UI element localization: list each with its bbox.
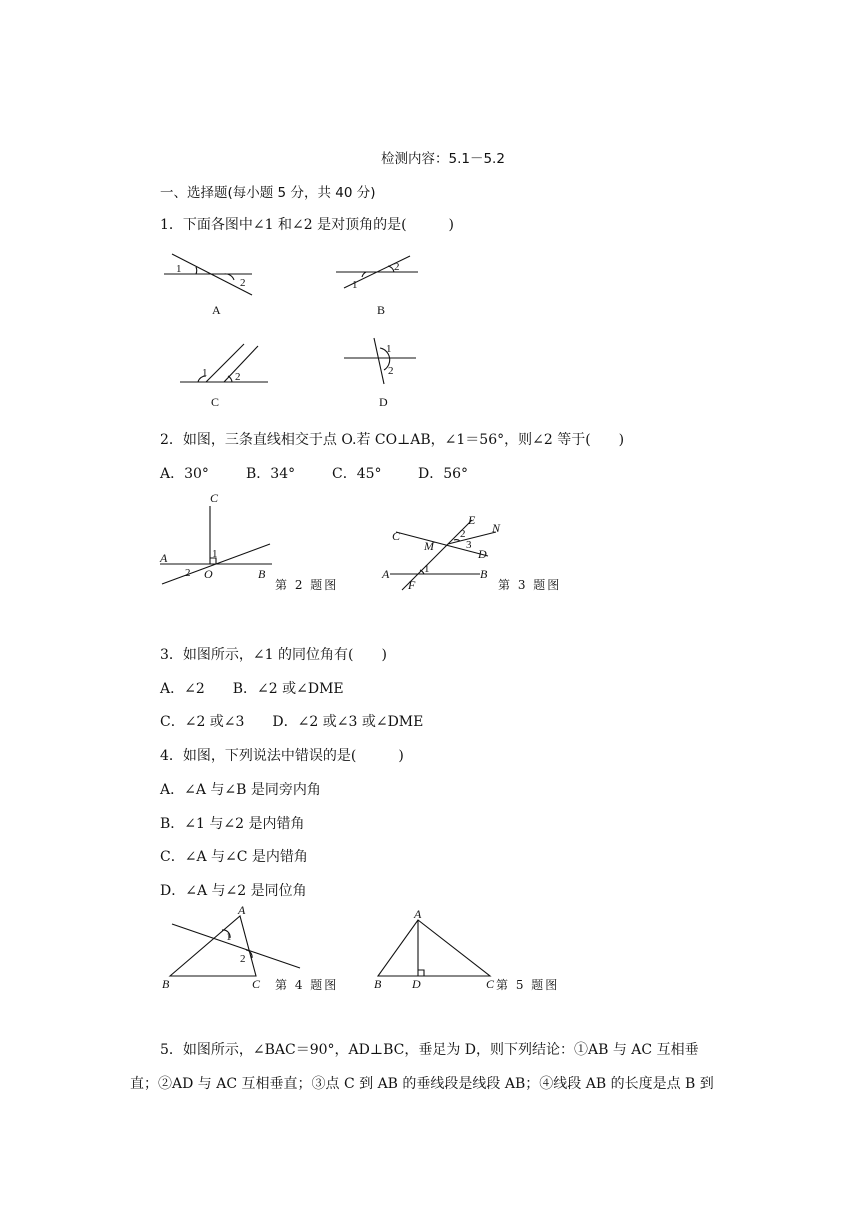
q3-label-d: D [478, 547, 487, 561]
q1-figure-b [332, 252, 432, 324]
q1c-label-2: 2 [235, 371, 241, 383]
q2-label-2: 2 [185, 567, 191, 579]
detect-content-header: 检测内容：5.1－5.2 [381, 151, 505, 167]
q5-line1: 5．如图所示，∠BAC＝90°，AD⊥BC，垂足为 D，则下列结论：①AB 与 AC 互相垂 [160, 1042, 699, 1058]
q5-line2: 直；②AD 与 AC 互相垂直；③点 C 到 AB 的垂线段是线段 AB；④线段 AB 的长度是点 B 到 [130, 1076, 714, 1092]
q5-label-d: D [412, 977, 421, 991]
q1-option-a: A [212, 303, 221, 317]
q1-option-d: D [379, 395, 388, 409]
q2-caption: 第 2 题图 [275, 578, 339, 592]
q1-figure-c [176, 340, 276, 408]
q3-label-2: 2 [460, 528, 466, 540]
q1-option-b: B [377, 303, 386, 317]
q1a-label-1: 1 [176, 263, 182, 275]
q4-stem: 4．如图，下列说法中错误的是( ) [160, 748, 404, 764]
q3-label-3: 3 [466, 539, 472, 551]
q1a-label-2: 2 [240, 277, 246, 289]
q5-figure [372, 906, 502, 996]
q3-label-f: F [408, 578, 416, 592]
q4-caption: 第 4 题图 [275, 978, 339, 992]
q4-option-d: D．∠A 与∠2 是同位角 [160, 883, 307, 899]
q2-option-c: C．45° [332, 466, 382, 482]
q3-label-n: N [492, 521, 501, 535]
q2-label-a: A [160, 551, 168, 565]
q3-label-a: A [382, 567, 390, 581]
q2-figure [156, 490, 286, 595]
q4-option-b: B．∠1 与∠2 是内错角 [160, 816, 305, 832]
q2-label-1: 1 [212, 548, 218, 560]
q2-label-o: O [204, 567, 213, 581]
q4-option-a: A．∠A 与∠B 是同旁内角 [160, 782, 321, 798]
q2-option-b: B．34° [246, 466, 296, 482]
q1c-label-1: 1 [202, 367, 208, 379]
q1-figure-a [160, 248, 260, 323]
q3-label-c: C [392, 529, 401, 543]
q5-label-c: C [486, 977, 495, 991]
q2-label-b: B [258, 567, 266, 581]
q1b-label-1: 1 [352, 279, 358, 291]
q1b-label-2: 2 [394, 261, 400, 273]
q4-label-2: 2 [240, 953, 246, 965]
q1d-label-1: 1 [386, 343, 392, 355]
q3-label-b: B [480, 567, 488, 581]
q1-stem: 1．下面各图中∠1 和∠2 是对顶角的是( ) [160, 217, 455, 233]
section-title: 一、选择题(每小题 5 分，共 40 分) [160, 185, 376, 201]
q4-label-b: B [162, 977, 170, 991]
q1d-label-2: 2 [388, 365, 394, 377]
q4-label-1: 1 [226, 931, 232, 943]
q3-label-e: E [468, 513, 476, 527]
q4-label-c: C [252, 977, 261, 991]
q5-label-a: A [414, 907, 422, 921]
q3-figure [378, 510, 518, 595]
q4-option-c: C．∠A 与∠C 是内错角 [160, 849, 308, 865]
q2-option-a: A．30° [160, 466, 209, 482]
q3-label-m: M [424, 539, 434, 553]
q3-caption: 第 3 题图 [498, 578, 562, 592]
q1-option-c: C [211, 395, 220, 409]
q3-options-row2: C．∠2 或∠3 D．∠2 或∠3 或∠DME [160, 714, 424, 730]
q5-caption: 第 5 题图 [496, 978, 560, 992]
q3-label-1: 1 [424, 563, 430, 575]
q2-option-d: D．56° [418, 466, 469, 482]
q2-stem: 2．如图，三条直线相交于点 O.若 CO⊥AB，∠1＝56°，则∠2 等于( ) [160, 432, 625, 448]
q3-stem: 3．如图所示，∠1 的同位角有( ) [160, 647, 387, 663]
q5-label-b: B [374, 977, 382, 991]
q4-label-a: A [238, 903, 246, 917]
q1-figure-d [340, 332, 430, 408]
q3-options-row1: A．∠2 B．∠2 或∠DME [160, 681, 344, 697]
q2-label-c: C [210, 491, 219, 505]
